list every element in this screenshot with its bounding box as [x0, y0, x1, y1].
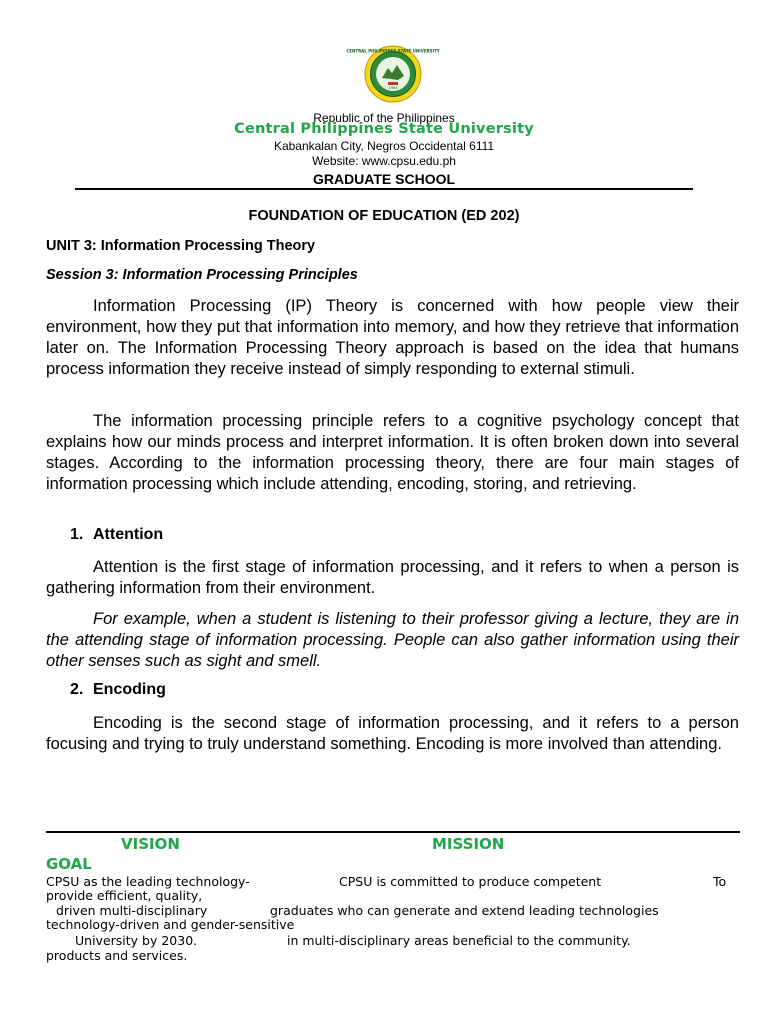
attention-example-paragraph: For example, when a student is listening to their professor giving a lecture, they are in the attending stage of information processing. People can also gather information using their other senses such as sight and smell.: [46, 610, 739, 670]
graduate-school-heading: GRADUATE SCHOOL: [312, 171, 456, 187]
vision-label: VISION: [121, 835, 180, 853]
website-line: Website: www.cpsu.edu.ph: [312, 154, 456, 168]
goal-label: GOAL: [46, 855, 92, 873]
vision-line-3: University by 2030.: [75, 933, 198, 948]
mission-line-2: graduates who can generate and extend leading technologies: [270, 903, 659, 918]
goal-line-2: provide efficient, quality,: [46, 888, 203, 903]
mission-label: MISSION: [432, 835, 505, 853]
session-title: Session 3: Information Processing Principles: [46, 267, 358, 283]
university-name: Central Philippines State University: [234, 121, 534, 137]
section-title: Attention: [93, 526, 164, 543]
attention-paragraph: Attention is the first stage of information processing, and it refers to when a person is gathering information from their environment.: [46, 558, 739, 597]
header-divider: [75, 188, 693, 190]
intro-paragraph-2: The information processing principle refers to a cognitive psychology concept that explains how our minds process and interpret information. It is often broken down into several stages. According to the information processing theory, there are four main stages of information processing which include attending, encoding, storing, and retrieving.: [46, 412, 739, 493]
section-heading-attention: [70, 526, 163, 544]
mission-line-3: in multi-disciplinary areas beneficial to the community.: [287, 933, 631, 948]
university-seal-logo: [346, 44, 440, 104]
section-heading-encoding: [70, 681, 166, 699]
republic-line: Republic of the Philippines: [313, 111, 455, 125]
vision-line-2: driven multi-disciplinary: [56, 903, 208, 918]
goal-line-3: technology-driven and gender-sensitive: [46, 917, 295, 932]
mission-line-1: CPSU is committed to produce competent: [339, 874, 602, 889]
section-title: Encoding: [93, 681, 166, 698]
address-line: Kabankalan City, Negros Occidental 6111: [273, 139, 495, 153]
course-title: FOUNDATION OF EDUCATION (ED 202): [248, 208, 520, 224]
encoding-paragraph: Encoding is the second stage of information processing, and it refers to a person focusing and trying to truly understand something. Encoding is more involved than attending.: [46, 714, 739, 753]
vision-line-1: CPSU as the leading technology-: [46, 874, 250, 889]
goal-line-4: products and services.: [46, 948, 188, 963]
intro-paragraph-1: Information Processing (IP) Theory is concerned with how people view their environment, how they put that information into memory, and how they retrieve that information later on. The Information Processing Theory approach is based on the idea that humans process information they receive instead of simply responding to external stimuli.: [46, 297, 739, 378]
seal-year: 1964: [388, 86, 398, 90]
section-number: 2.: [70, 681, 84, 698]
section-number: 1.: [70, 526, 84, 543]
footer-divider: [46, 831, 740, 833]
goal-line-1: To: [713, 874, 727, 889]
unit-title: UNIT 3: Information Processing Theory: [46, 238, 316, 254]
seal-text: CENTRAL PHILIPPINES STATE UNIVERSITY: [346, 48, 440, 54]
